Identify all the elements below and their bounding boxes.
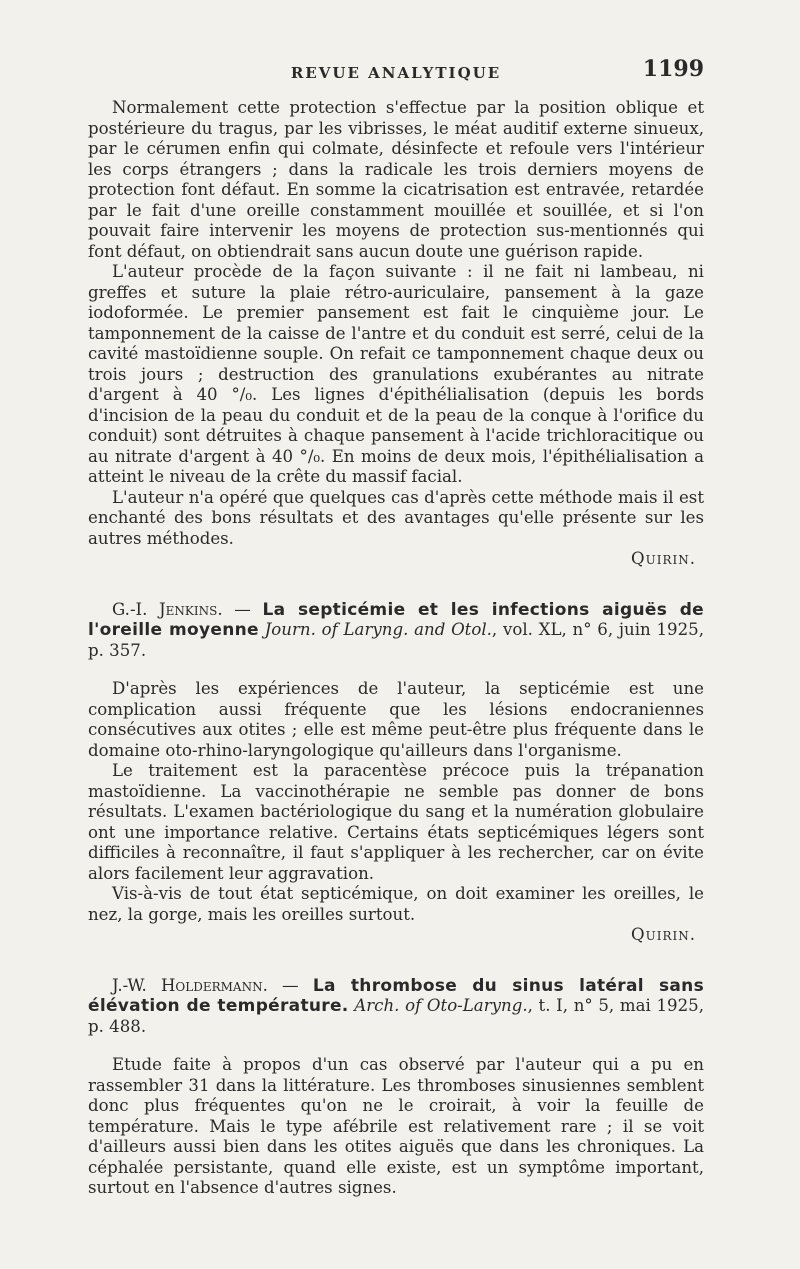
entry-citation: , vol. XL, n° 6, juin 1925, p. 357. <box>88 620 704 660</box>
paragraph: Normalement cette protection s'effectue par la position oblique et postérieure du tragus, par les vibrisses, le méat auditif externe sinueux, par le cérumen enfin qui colmate, désinfecte et refoule vers l'intérieur les corps étrangers ; dans la radicale les trois derniers moyens de protection font défaut. En somme la cicatrisation est entravée, retardée par le fait d'une oreille constamment mouillée et souillée, et si l'on pouvait faire intervenir les moyens de protection sus-mentionnés qui font défaut, on obtiendrait sans aucun doute une guérison rapide. <box>88 98 704 261</box>
entry-dash: — <box>267 975 313 995</box>
review-continuation <box>88 98 704 570</box>
entry-journal: Arch. of Oto-Laryng. <box>354 996 528 1015</box>
entry-dash: — <box>222 599 263 619</box>
entry-title: La thrombose du sinus latéral sans élévation de température. <box>88 975 704 1016</box>
entry-journal: Journ. of Laryng. and Otol. <box>264 620 492 639</box>
bibliographic-reference <box>88 600 704 662</box>
entry-title: La septicémie et les infections aiguës de l'oreille moyenne <box>88 599 704 640</box>
article-body <box>88 98 704 1199</box>
running-title: REVUE ANALYTIQUE <box>290 64 502 82</box>
reviewer-signature: Quirin. <box>630 549 696 568</box>
entry-citation: , t. I, n° 5, mai 1925, p. 488. <box>88 996 704 1036</box>
reviewer-signature: Quirin. <box>630 925 696 944</box>
running-head <box>88 56 704 90</box>
paragraph: D'après les expériences de l'auteur, la septicémie est une complication aussi fréquente que les lésions endocraniennes consécutives aux otites ; elle est même peut-être plus fréquente dans le domaine oto-rhino-laryngologique qu'ailleurs dans l'organisme. <box>88 679 704 760</box>
entry-author: G.-I. Jenkins. <box>112 599 223 619</box>
bibliographic-reference <box>88 976 704 1038</box>
paragraph: L'auteur procède de la façon suivante : il ne fait ni lambeau, ni greffes et suture la plaie rétro-auriculaire, pansement à la gaze iodoformée. Le premier pansement est fait le cinquième jour. Le tamponnement de la caisse de l'antre et du conduit est serré, celui de la cavité mastoïdienne souple. On refait ce tamponnement chaque deux ou trois jours ; destruction des granulations exubérantes au nitrate d'argent à 40 °/₀. Les lignes d'épithélialisation (depuis les bords d'incision de la peau du conduit et de la peau de la conque à l'orifice du conduit) sont détruites à chaque pansement à l'acide trichloracitique ou au nitrate d'argent à 40 °/₀. En moins de deux mois, l'épithélialisation a atteint le niveau de la crête du massif facial. <box>88 262 704 486</box>
paragraph: L'auteur n'a opéré que quelques cas d'après cette méthode mais il est enchanté des bons résultats et des avantages qu'elle présente sur les autres méthodes. <box>88 487 704 548</box>
review-entry-jenkins <box>88 600 704 946</box>
entry-author: J.-W. Holdermann. <box>112 975 268 995</box>
paragraph: Vis-à-vis de tout état septicémique, on doit examiner les oreilles, le nez, la gorge, mais les oreilles surtout. <box>88 884 704 924</box>
paragraph: Le traitement est la paracentèse précoce puis la trépanation mastoïdienne. La vaccinothérapie ne semble pas donner de bons résultats. L'examen bactériologique du sang et la numération globulaire ont une importance relative. Certains états septicémiques légers sont difficiles à reconnaître, il faut s'appliquer à les rechercher, car on évite alors facilement leur aggravation. <box>88 761 704 883</box>
review-entry-holdermann <box>88 976 704 1199</box>
page-number: 1199 <box>642 56 704 82</box>
paragraph: Etude faite à propos d'un cas observé par l'auteur qui a pu en rassembler 31 dans la littérature. Les thromboses sinusiennes semblent donc plus fréquentes qu'on ne le croirait, à voir la feuille de température. Mais le type afébrile est relativement rare ; il se voit d'ailleurs aussi bien dans les otites aiguës que dans les chroniques. La céphalée persistante, quand elle existe, est un symptôme important, surtout en l'absence d'autres signes. <box>88 1055 704 1197</box>
